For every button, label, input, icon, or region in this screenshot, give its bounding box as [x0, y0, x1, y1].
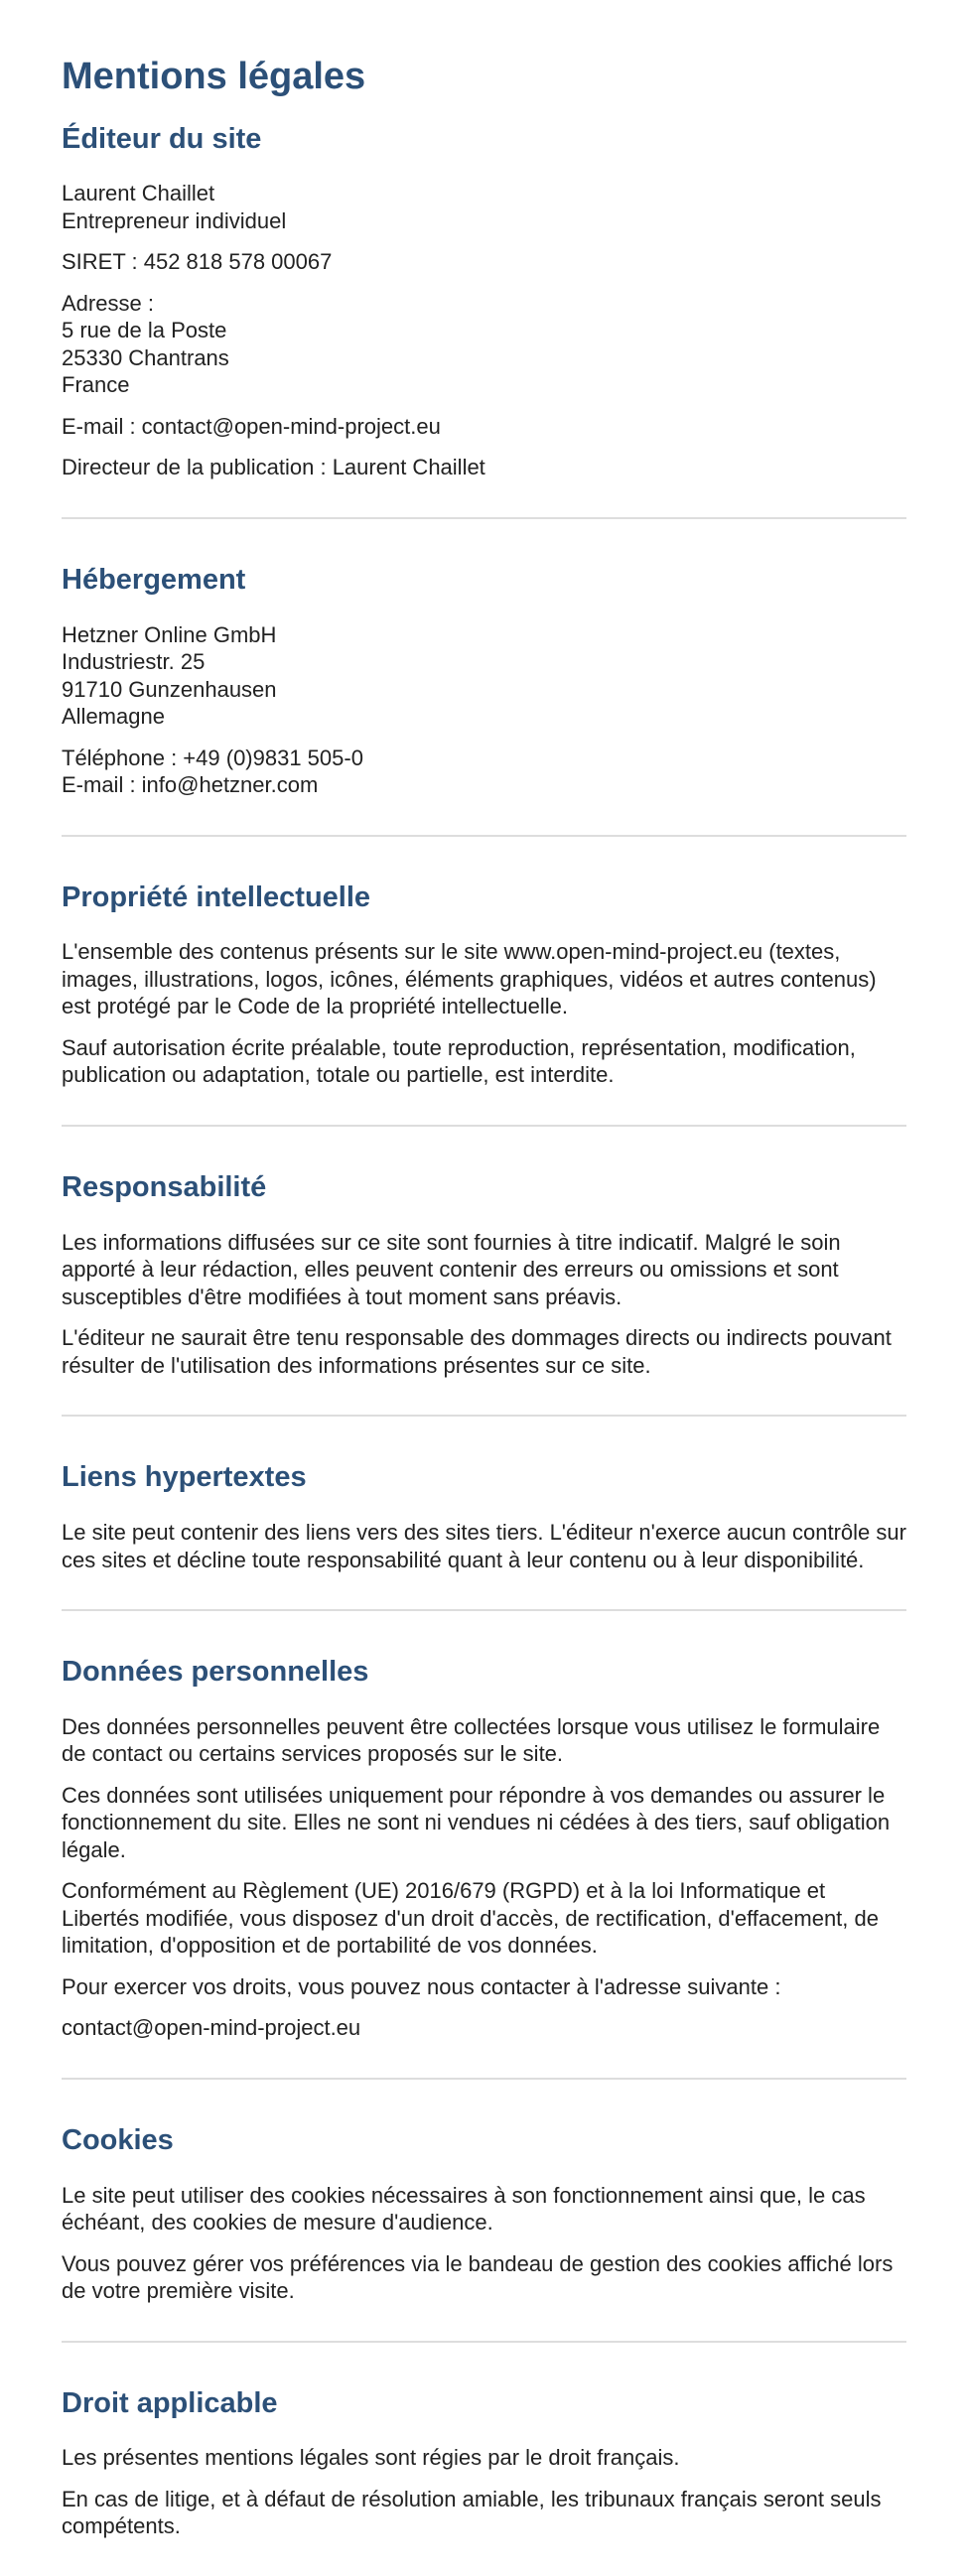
- address-country: France: [62, 372, 130, 398]
- section-droit: [62, 2386, 906, 2576]
- section-hebergement: [62, 563, 906, 837]
- host-company: Hetzner Online GmbH: [62, 621, 277, 647]
- host-contact: [62, 745, 906, 799]
- section-heading-cookies: Cookies: [62, 2123, 174, 2156]
- paragraph: Les présentes mentions légales sont régies par le droit français.: [62, 2445, 680, 2471]
- editor-status: Entrepreneur individuel: [62, 207, 287, 233]
- section-heading-hebergement: Hébergement: [62, 563, 246, 596]
- host-email: E-mail : info@hetzner.com: [62, 772, 319, 798]
- editor-email: E-mail : contact@open-mind-project.eu: [62, 413, 441, 439]
- paragraph: Des données personnelles peuvent être collectées lorsque vous utilisez le formulaire de contact ou certains services proposés sur le site.: [62, 1713, 881, 1767]
- paragraph: Le site peut contenir des liens vers des sites tiers. L'éditeur n'exerce aucun contrôle sur ces sites et décline toute responsabilité quant à leur contenu ou à leur disponibilité.: [62, 1520, 906, 1572]
- address-street: 5 rue de la Poste: [62, 318, 227, 343]
- section-cookies: [62, 2123, 906, 2343]
- paragraph: Conformément au Règlement (UE) 2016/679 (RGPD) et à la loi Informatique et Libertés modifiée, vous disposez d'un droit d'accès, de rectification, d'effacement, de limitation, d'opposition et de portabilité de vos données.: [62, 1878, 879, 1959]
- host-country: Allemagne: [62, 704, 165, 730]
- host-address: [62, 621, 906, 731]
- section-heading-responsabilite: Responsabilité: [62, 1170, 267, 1203]
- paragraph: Vous pouvez gérer vos préférences via le bandeau de gestion des cookies affiché lors de votre première visite.: [62, 2250, 894, 2304]
- host-phone: Téléphone : +49 (0)9831 505-0: [62, 745, 363, 770]
- paragraph: L'éditeur ne saurait être tenu responsable des dommages directs ou indirects pouvant résulter de l'utilisation des informations présentes sur ce site.: [62, 1325, 892, 1378]
- section-propriete: [62, 881, 906, 1127]
- section-donnees: [62, 1655, 906, 2080]
- paragraph: Les informations diffusées sur ce site sont fournies à titre indicatif. Malgré le soin apporté à leur rédaction, elles peuvent contenir des erreurs ou omissions et sont susceptibles d'être modifiées à tout moment sans préavis.: [62, 1229, 841, 1309]
- paragraph: L'ensemble des contenus présents sur le site www.open-mind-project.eu (textes, images, illustrations, logos, icônes, éléments graphiques, vidéos et autres contenus) est protégé par le Code de la propriété intellectuelle.: [62, 939, 877, 1019]
- paragraph: Le site peut utiliser des cookies nécessaires à son fonctionnement ainsi que, le cas échéant, des cookies de mesure d'audience.: [62, 2182, 866, 2236]
- paragraph: Sauf autorisation écrite préalable, toute reproduction, représentation, modification, publication ou adaptation, totale ou partielle, est interdite.: [62, 1034, 856, 1088]
- editor-address: [62, 290, 906, 399]
- paragraph: En cas de litige, et à défaut de résolution amiable, les tribunaux français seront seuls compétents.: [62, 2486, 882, 2539]
- section-liens: [62, 1460, 906, 1611]
- editor-siret: SIRET : 452 818 578 00067: [62, 249, 333, 275]
- paragraph: Ces données sont utilisées uniquement pour répondre à vos demandes ou assurer le fonctionnement du site. Elles ne sont ni vendues ni cédées à des tiers, sauf obligation légale.: [62, 1782, 891, 1862]
- section-editeur: [62, 122, 906, 519]
- section-heading-droit: Droit applicable: [62, 2386, 278, 2419]
- host-city: 91710 Gunzenhausen: [62, 676, 277, 702]
- editor-identity: [62, 180, 906, 234]
- paragraph: Pour exercer vos droits, vous pouvez nous contacter à l'adresse suivante :: [62, 1973, 781, 1999]
- page-title: Mentions légales: [62, 56, 366, 97]
- contact-email: contact@open-mind-project.eu: [62, 2015, 361, 2041]
- section-heading-donnees: Données personnelles: [62, 1656, 369, 1689]
- editor-name: Laurent Chaillet: [62, 181, 215, 206]
- section-heading-propriete: Propriété intellectuelle: [62, 881, 371, 913]
- address-label: Adresse :: [62, 290, 154, 316]
- section-heading-editeur: Éditeur du site: [62, 122, 262, 155]
- host-street: Industriestr. 25: [62, 649, 206, 675]
- publication-director: Directeur de la publication : Laurent Chaillet: [62, 455, 485, 480]
- section-responsabilite: [62, 1170, 906, 1417]
- section-heading-liens: Liens hypertextes: [62, 1461, 307, 1494]
- address-city: 25330 Chantrans: [62, 344, 229, 370]
